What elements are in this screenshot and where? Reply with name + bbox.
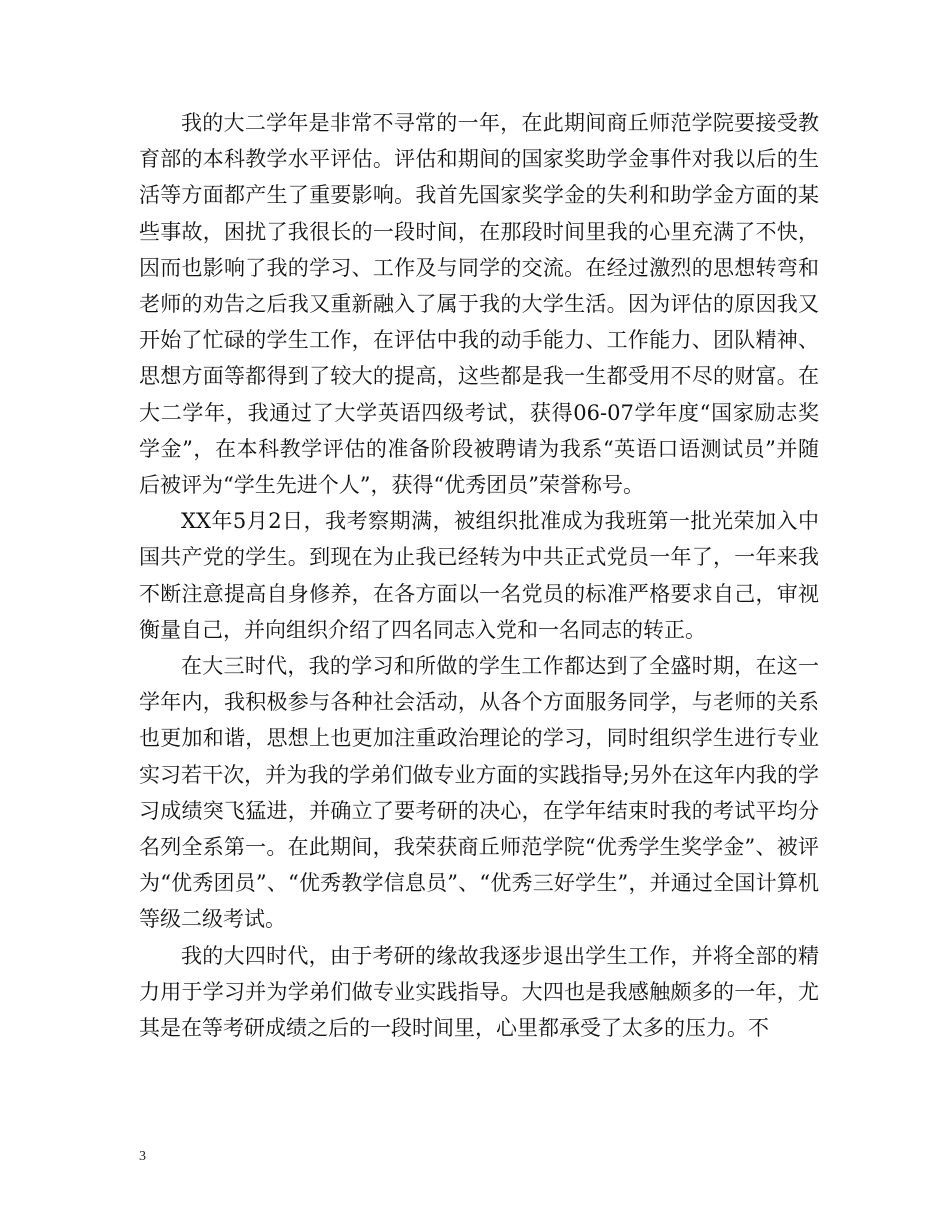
paragraph-4: 我的大四时代，由于考研的缘故我逐步退出学生工作，并将全部的精力用于学习并为学弟们做专业实践指导。大四也是我感触颇多的一年，尤其是在等考研成绩之后的一段时间里，心里都承受了太多的压力。不: [139, 943, 819, 1041]
paragraph-3: 在大三时代，我的学习和所做的学生工作都达到了全盛时期，在这一学年内，我积极参与各种社会活动，从各个方面服务同学，与老师的关系也更加和谐，思想上也更加注重政治理论的学习，同时组织学生进行专业实习若干次，并为我的学弟们做专业方面的实践指导;另外在这年内我的学习成绩突飞猛进，并确立了要考研的决心，在学年结束时我的考试平均分名列全系第一。在此期间，我荣获商丘师范学院“优秀学生奖学金”、被评为“优秀团员”、“优秀教学信息员”、“优秀三好学生”，并通过全国计算机等级二级考试。: [139, 654, 819, 932]
document-body: [139, 105, 819, 1046]
page-number: 3: [139, 1149, 146, 1164]
paragraph-1: 我的大二学年是非常不寻常的一年，在此期间商丘师范学院要接受教育部的本科教学水平评估。评估和期间的国家奖助学金事件对我以后的生活等方面都产生了重要影响。我首先国家奖学金的失利和助学金方面的某些事故，困扰了我很长的一段时间，在那段时间里我的心里充满了不快，因而也影响了我的学习、工作及与同学的交流。在经过激烈的思想转弯和老师的劝告之后我又重新融入了属于我的大学生活。因为评估的原因我又开始了忙碌的学生工作，在评估中我的动手能力、工作能力、团队精神、思想方面等都得到了较大的提高，这些都是我一生都受用不尽的财富。在大二学年，我通过了大学英语四级考试，获得06-07学年度“国家励志奖学金”，在本科教学评估的准备阶段被聘请为我系“英语口语测试员”并随后被评为“学生先进个人”，获得“优秀团员”荣誉称号。: [139, 111, 819, 498]
paragraph-2: XX年5月2日，我考察期满，被组织批准成为我班第一批光荣加入中国共产党的学生。到现在为止我已经转为中共正式党员一年了，一年来我不断注意提高自身修养，在各方面以一名党员的标准严格要求自己，审视衡量自己，并向组织介绍了四名同志入党和一名同志的转正。: [139, 509, 819, 642]
